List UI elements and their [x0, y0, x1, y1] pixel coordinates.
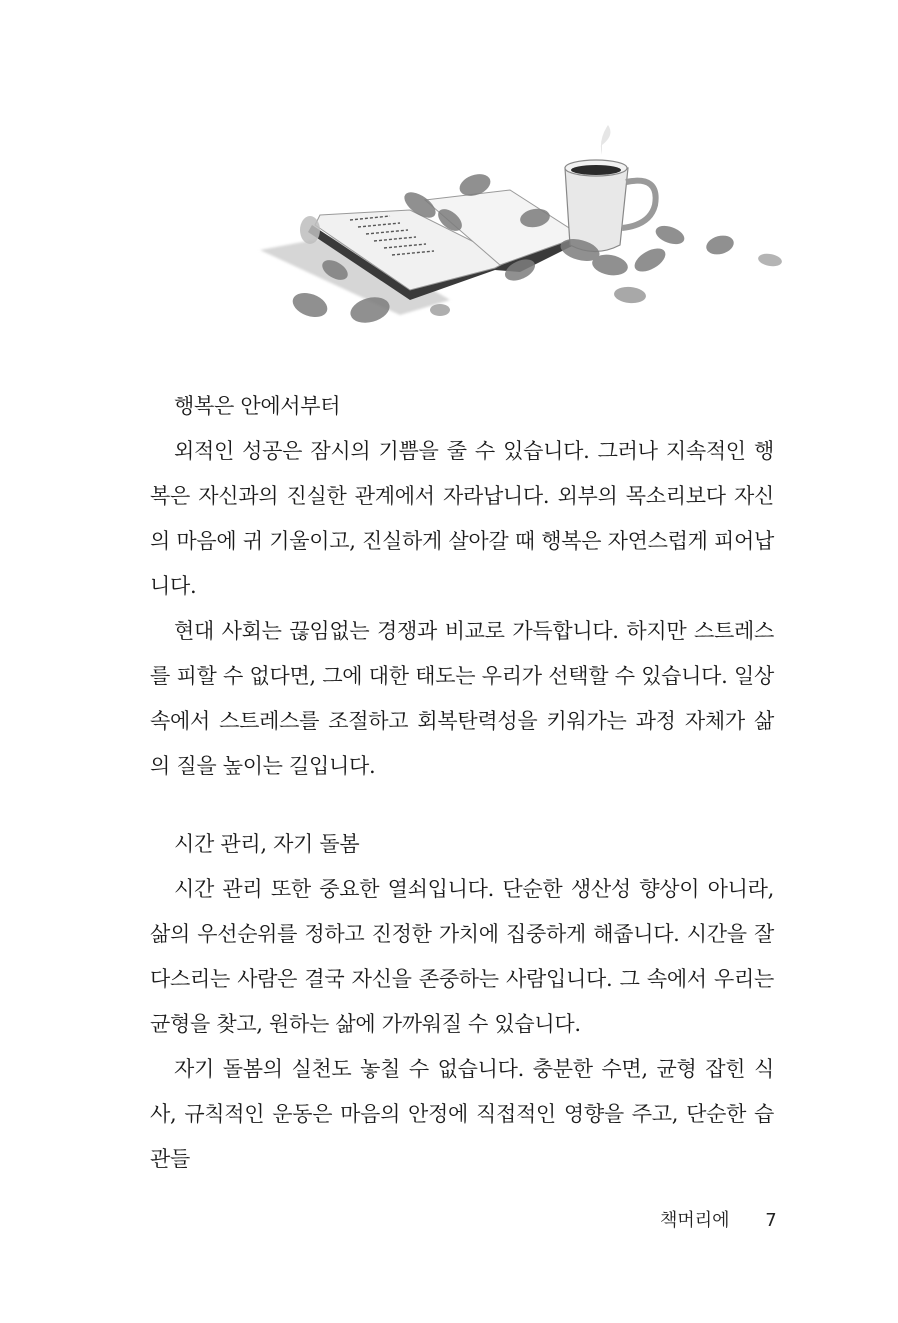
paragraph: 외적인 성공은 잠시의 기쁨을 줄 수 있습니다. 그러나 지속적인 행복은 자신과의 진실한 관계에서 자라납니다. 외부의 목소리보다 자신의 마음에 귀 기울이고, 진실하게 살아갈 때 행복은 자연스럽게 피어납니다. — [150, 439, 774, 598]
coffee-mug-icon — [565, 125, 656, 252]
section-time-management — [150, 822, 774, 1182]
section-happiness — [150, 384, 774, 789]
page-number: 7 — [765, 1210, 777, 1231]
paragraph: 시간 관리 또한 중요한 열쇠입니다. 단순한 생산성 향상이 아니라, 삶의 우선순위를 정하고 진정한 가치에 집중하게 해줍니다. 시간을 잘 다스리는 사람은 결국 자신을 존중하는 사람입니다. 그 속에서 우리는 균형을 찾고, 원하는 삶에 가까워질 수 있습니다. — [150, 877, 774, 1036]
paragraph: 현대 사회는 끊임없는 경쟁과 비교로 가득합니다. 하지만 스트레스를 피할 수 없다면, 그에 대한 태도는 우리가 선택할 수 있습니다. 일상 속에서 스트레스를 조절하고 회복탄력성을 키워가는 과정 자체가 삶의 질을 높이는 길입니다. — [150, 619, 774, 778]
section-heading: 시간 관리, 자기 돌봄 — [174, 832, 360, 856]
book-coffee-illustration — [250, 110, 820, 360]
page-footer — [660, 1206, 777, 1232]
section-heading: 행복은 안에서부터 — [174, 394, 341, 418]
paragraph: 자기 돌봄의 실천도 놓칠 수 없습니다. 충분한 수면, 균형 잡힌 식사, 규칙적인 운동은 마음의 안정에 직접적인 영향을 주고, 단순한 습관들 — [150, 1057, 774, 1171]
running-title: 책머리에 — [660, 1210, 730, 1231]
